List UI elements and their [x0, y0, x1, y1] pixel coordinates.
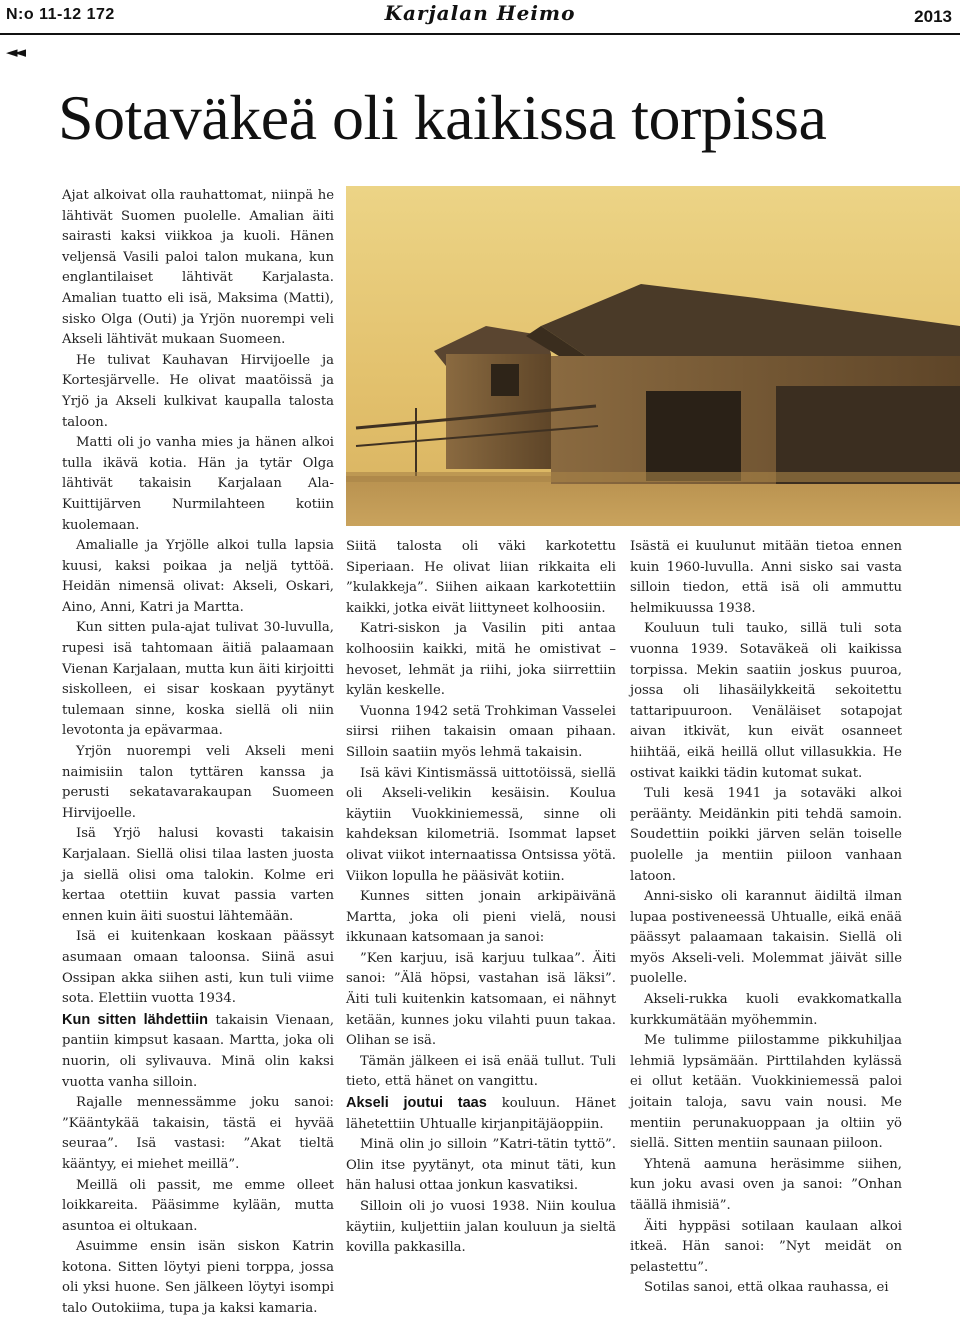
paragraph-text: ”Ken karjuu, isä karjuu tulkaa”. Äiti sanoi: ”Älä höpsi, vastahan isä läksi”. Äiti tuli kuitenkin katsomaan, ei nähnyt ketään, kunnes joku vilahti puun takaa. Olihan se isä. [346, 950, 616, 1049]
article-paragraph [630, 1278, 902, 1299]
article-paragraph [630, 784, 902, 887]
paragraph-text: Siitä talosta oli väki karkotettu Siperiaan. He olivat liian rikkaita eli ”kulakkeja”. Siihen aikaan karkotettiin kaikki, jotka eivät liittyneet kolhoosiin. [346, 539, 616, 616]
paragraph-text: Äiti hyppäsi sotilaan kaulaan alkoi itkeä. Hän sanoi: ”Nyt meidät on pelastettu”. [630, 1218, 902, 1275]
paragraph-text: Tuli kesä 1941 ja sotaväki alkoi peräänty. Meidänkin piti tehdä samoin. Soudettiin poikki järven selän toiselle puolelle ja mentiin piiloon vanhaan latoon. [630, 786, 902, 884]
paragraph-text: Asuimme ensin isän siskon Katrin kotona. Sitten löytyi pieni torppa, jossa oli yksi huone. Sen jälkeen löytyi isompi talo Outokiima, tupa ja kaksi kamaria. [62, 1239, 334, 1317]
article-paragraph [62, 1093, 334, 1175]
paragraph-text: Ajat alkoivat olla rauhattomat, niinpä he lähtivät Suomen puolelle. Amalian äiti sairasti kaksi viikkoa ja kuoli. Hänen veljensä Vasili paloi talon mukana, kun englantilaiset lähtivät Karjalasta. Amalian tuatto eli isä, Maksima (Matti), sisko Olga (Outi) ja Yrjön nuorempi veli Akseli lähtivät mukaan Suomeen. [62, 188, 334, 348]
paragraph-text: He tulivat Kauhavan Hirvijoelle ja Kortesjärvelle. He olivat maatöissä ja Yrjö ja Akseli kulkivat kaupalla talosta taloon. [62, 352, 334, 430]
article-paragraph [62, 186, 334, 351]
article-column-2 [346, 537, 616, 1259]
article-paragraph [62, 351, 334, 433]
paragraph-text: Tämän jälkeen ei isä enää tullut. Tuli tieto, että hänet on vangittu. [346, 1053, 616, 1090]
paragraph-text: Anni-sisko oli karannut äidiltä ilman lupaa postiveneessä Uhtualle, eikä enää päässyt palaamaan takaisin. Siellä oli myös Akseli-veli. Molemmat jäivät sille puolelle. [630, 889, 902, 987]
paragraph-text: Kun sitten pula-ajat tulivat 30-luvulla, rupesi isä tahtomaan äitiä palaamaan Vienan Karjalaan, mutta kun äiti kirjoitti siskolleen, ei sisar koskaan pyytänyt tulemaan sinne, koska siellä oli niin levotonta ja epävarmaa. [62, 620, 334, 739]
article-paragraph [630, 990, 902, 1031]
article-paragraph [62, 1176, 334, 1238]
paragraph-text: Isä Yrjö halusi kovasti takaisin Karjalaan. Siellä olisi tilaa lasten juosta ja siellä olisi oma talokin. Kolme eri kertaa otettiin kuvat passia varten ennen kuin äiti suostui lähtemään. [62, 826, 334, 924]
article-column-1 [62, 186, 334, 1320]
article-paragraph [346, 619, 616, 701]
photo-sauna-buildings [346, 186, 960, 526]
article-column-3 [630, 537, 902, 1299]
paragraph-text: Amalialle ja Yrjölle alkoi tulla lapsia kuusi, kaksi poikaa ja neljä tyttöä. Heidän nimensä olivat: Akseli, Oskari, Aino, Anni, Katri ja Martta. [62, 538, 334, 615]
back-arrows-icon[interactable]: ◄◄ [6, 43, 24, 61]
article-paragraph [630, 887, 902, 990]
paragraph-text: Sotilas sanoi, että olkaa rauhassa, ei [644, 1280, 889, 1296]
paragraph-text: Matti oli jo vanha mies ja hänen alkoi tulla ikävä kotia. Hän ja tytär Olga lähtivät takaisin Karjalaan Ala-Kuittijärven Nurmilahteen kotiin kuolemaan. [62, 435, 334, 533]
paragraph-subhead: Kun sitten lähdettiin [62, 1011, 209, 1028]
article-paragraph [62, 1237, 334, 1319]
article-paragraph [62, 433, 334, 536]
article-headline: Sotaväkeä oli kaikissa torpissa [58, 82, 827, 153]
paragraph-text: Rajalle mennessämme joku sanoi: ”Kääntykää takaisin, tästä ei hyvää seuraa”. Isä vastasi: ”Akat tieltä kääntyy, ei miehet meillä”. [62, 1095, 334, 1172]
article-paragraph [346, 887, 616, 949]
header-rule [0, 33, 960, 35]
paragraph-subhead: Akseli joutui taas [346, 1095, 487, 1112]
article-paragraph [346, 537, 616, 619]
article-paragraph [62, 742, 334, 824]
paragraph-text: Yhtenä aamuna heräsimme siihen, kun joku avasi oven ja sanoi: ”Onhan täällä ihmisiä”. [630, 1156, 902, 1213]
article-paragraph [346, 1197, 616, 1259]
paragraph-text: Minä olin jo silloin ”Katri-tätin tyttö”. Olin itse pyytänyt, ota minut täti, kun hän halusi ottaa jonkun kasvatiksi. [346, 1137, 616, 1194]
paragraph-text: Kunnes sitten jonain arkipäivänä Martta, joka oli pieni vielä, nousi ikkunaan katsomaan ja sanoi: [346, 889, 616, 946]
article-paragraph [630, 1217, 902, 1279]
article-paragraph [346, 702, 616, 764]
article-paragraph [346, 1093, 616, 1135]
article-paragraph [346, 1052, 616, 1093]
paragraph-text: Isä ei kuitenkaan koskaan päässyt asumaan omaan taloonsa. Siinä asui Ossipan akka siihen asti, kun tuli viime sota. Elettiin vuotta 1934. [62, 929, 334, 1007]
paragraph-text: Meillä oli passit, me emme olleet loikkareita. Pääsimme kylään, mutta asuntoa ei oltukaan. [62, 1177, 334, 1234]
paragraph-text: takaisin Vienaan, pantiin kimpsut kasaan. Martta, joka oli nuorin, oli sylivauva. Minä olin kaksi vuotta vanha silloin. [62, 1012, 335, 1090]
article-paragraph [62, 536, 334, 618]
paragraph-text: Me tulimme piilostamme pikkuhiljaa lehmiä lypsämään. Pirttilahden kylässä ei ollut ketään. Vuokkiniemessä paloi joitain taloja, savu vain nousi. Me mentiin perunakuoppaan ja oltiin yö siellä. Sitten mentiin saunaan piiloon. [630, 1033, 902, 1152]
article-paragraph [630, 619, 902, 784]
paragraph-text: Kouluun tuli tauko, sillä tuli sota vuonna 1939. Sotaväkeä oli kaikissa torpissa. Mekin saatiin joskus puuroa, jossa oli lihasäilykkeitä sekoitettu tattaripuuroon. Venäläiset sotapojat aivan itkivät, kun eivät osanneet hiihtää, eikä heillä ollut villasukkia. He ostivat kaikki tädin kutomat sukat. [630, 621, 902, 781]
newspaper-nameplate: Karjalan Heimo [384, 1, 576, 25]
paragraph-text: Isästä ei kuulunut mitään tietoa ennen kuin 1960-luvulla. Anni sisko sai vasta silloin tiedon, että isä oli ammuttu helmikuussa 1938. [630, 539, 902, 616]
article-paragraph [62, 618, 334, 742]
article-paragraph [346, 1135, 616, 1197]
year-label: 2013 [914, 7, 952, 26]
article-paragraph [346, 764, 616, 888]
article-paragraph [630, 1031, 902, 1155]
article-paragraph [346, 949, 616, 1052]
article-paragraph [62, 824, 334, 927]
paragraph-text: Silloin oli jo vuosi 1938. Niin koulua käytiin, kuljettiin jalan kouluun ja sieltä kovilla pakkasilla. [346, 1199, 616, 1256]
article-paragraph [62, 1010, 334, 1093]
paragraph-text: Katri-siskon ja Vasilin piti antaa kolhoosiin kaikki, mitä he omistivat – hevoset, lehmät ja riihi, joka siirrettiin kylän keskelle. [346, 621, 616, 699]
paragraph-text: Akseli-rukka kuoli evakkomatkalla kurkkumätään myöhemmin. [630, 992, 902, 1028]
paragraph-text: Vuonna 1942 setä Trohkiman Vasselei siirsi riihen takaisin omaan pihaan. Silloin saatiin myös lehmä takaisin. [346, 703, 616, 760]
article-paragraph [630, 1155, 902, 1217]
article-paragraph [62, 927, 334, 1009]
issue-number: N:o 11-12 172 [6, 6, 115, 23]
paragraph-text: Yrjön nuorempi veli Akseli meni naimisiin talon tyttären kanssa ja perusti sekatavarakaupan Suomeen Hirvijoelle. [62, 744, 334, 821]
paragraph-text: Isä kävi Kintismässä uittotöissä, siellä oli Akseli-velikin kesäisin. Koulua käytiin Vuokkiniemessä, sinne oli kahdeksan kilometriä. Isommat lapset olivat viikot internaatissa Ontsissa yötä. Viikon lopulla he pääsivät kotiin. [346, 765, 616, 884]
article-paragraph [630, 537, 902, 619]
paragraph-text: kouluun. Hänet lähetettiin Uhtualle kirjanpitäjäoppiin. [346, 1096, 616, 1132]
